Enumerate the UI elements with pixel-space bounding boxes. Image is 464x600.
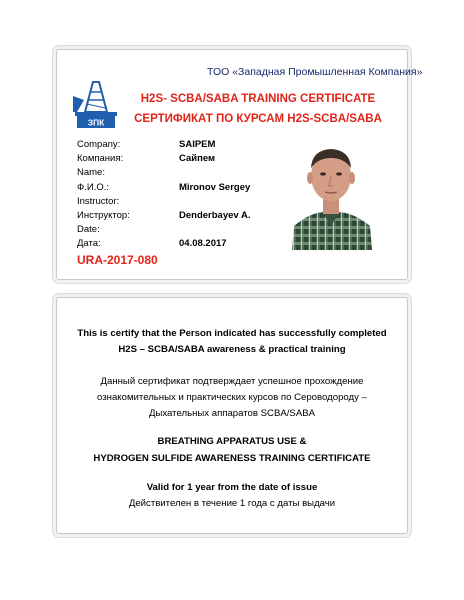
date-label-en: Date: <box>77 224 100 235</box>
certificate-title-en: H2S- SCBA/SABA TRAINING CERTIFICATE <box>140 93 376 105</box>
name-label-en: Name: <box>77 167 105 178</box>
certificate-number: URA-2017-080 <box>77 253 158 267</box>
company-name: ТОО «Западная Промышленная Компания» <box>207 66 423 78</box>
certificate-front-card <box>56 49 423 280</box>
company-value: SAIPEM <box>179 139 216 150</box>
holder-photo <box>288 138 374 250</box>
company-label-en: Company: <box>77 139 121 150</box>
back-title-line2: HYDROGEN SULFIDE AWARENESS TRAINING CERTIFICATE <box>93 453 371 464</box>
company-value-ru: Сайпем <box>179 153 216 164</box>
name-value: Mironov Sergey <box>179 182 251 193</box>
back-statement-ru-line1: Данный сертификат подтверждает успешное прохождение <box>100 376 364 387</box>
instructor-label-en: Instructor: <box>77 196 120 207</box>
back-statement-line1: This is certify that the Person indicated has successfully completed <box>77 328 387 339</box>
back-statement-line2: H2S – SCBA/SABA awareness & practical training <box>118 344 346 355</box>
validity-ru: Действителен в течение 1 года с даты выдачи <box>128 498 336 509</box>
instructor-label-ru: Инструктор: <box>77 210 130 221</box>
back-title-line1: BREATHING APPARATUS USE & <box>157 436 307 447</box>
certificate-title-ru: СЕРТИФИКАТ ПО КУРСАМ H2S-SCBA/SABA <box>134 113 382 125</box>
validity-en: Valid for 1 year from the date of issue <box>146 482 318 493</box>
back-statement-ru-line3: Дыхательных аппаратов SCBA/SABA <box>148 408 316 419</box>
date-label-ru: Дата: <box>77 238 101 249</box>
certificate-back-card <box>56 297 408 534</box>
company-label-ru: Компания: <box>77 153 124 164</box>
name-label-ru: Ф.И.О.: <box>77 182 109 193</box>
person-photo-icon <box>288 138 374 250</box>
logo-text: ЗПК <box>87 117 105 128</box>
back-statement-ru-line2: ознакомительных и практических курсов по Сероводороду – <box>97 392 367 403</box>
date-value: 04.08.2017 <box>179 238 227 249</box>
instructor-value: Denderbayev A. <box>179 210 251 221</box>
